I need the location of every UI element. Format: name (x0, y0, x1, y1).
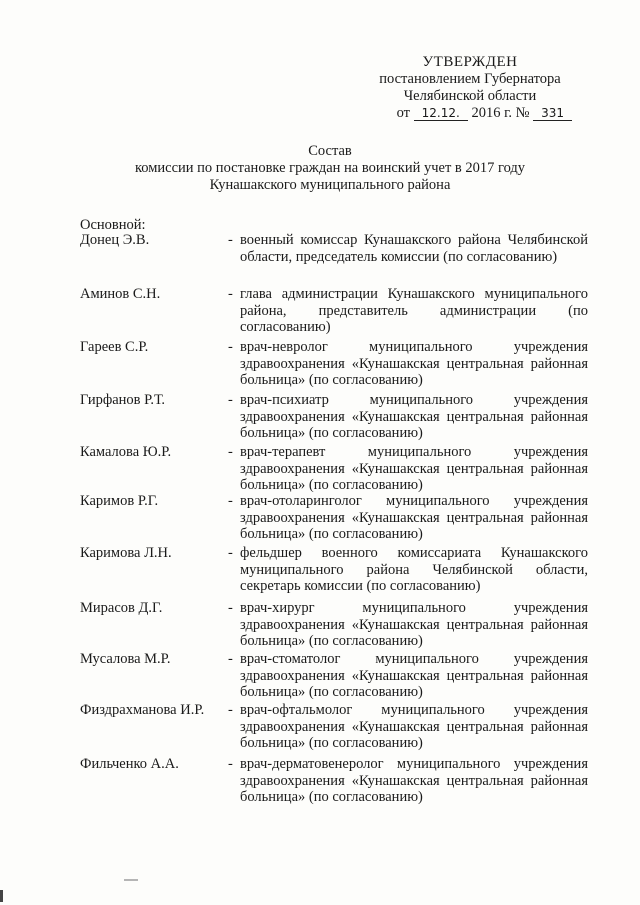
member-name: Физдрахманова И.Р. (80, 702, 205, 718)
member-dash: - (228, 232, 233, 248)
member-dash: - (228, 493, 233, 509)
member-role: врач-невролог муниципального учреждения здравоохранения «Кунашакская центральная районная больница» (по согласованию) (240, 339, 588, 388)
handwritten-number: 331 (533, 106, 572, 121)
scan-artifact (124, 879, 138, 881)
member-name: Аминов С.Н. (80, 286, 161, 302)
member-role: глава администрации Кунашакского муниципального района, представитель администрации (по согласованию) (240, 286, 588, 335)
approval-block (360, 54, 580, 122)
date-prefix: от (396, 105, 411, 121)
member-dash: - (228, 756, 233, 772)
member-role: фельдшер военного комиссариата Кунашакского муниципального района Челябинской области, секретарь комиссии (по согласованию) (240, 545, 588, 594)
title-line-3: Кунашакского муниципального района (209, 177, 451, 193)
member-name: Гареев С.Р. (80, 339, 149, 355)
approval-heading: УТВЕРЖДЕН (422, 54, 518, 70)
member-name: Каримова Л.Н. (80, 545, 172, 561)
member-dash: - (228, 545, 233, 561)
member-name: Камалова Ю.Р. (80, 444, 172, 460)
member-name: Мирасов Д.Г. (80, 600, 163, 616)
member-dash: - (228, 651, 233, 667)
member-dash: - (228, 702, 233, 718)
approval-date-line (360, 105, 580, 122)
member-name: Гирфанов Р.Т. (80, 392, 166, 408)
member-role: врач-офтальмолог муниципального учреждения здравоохранения «Кунашакская центральная районная больница» (по согласованию) (240, 702, 588, 751)
handwritten-date: 12.12. (414, 106, 468, 121)
member-role: врач-хирург муниципального учреждения здравоохранения «Кунашакская центральная районная больница» (по согласованию) (240, 600, 588, 649)
member-name: Фильченко А.А. (80, 756, 179, 772)
member-name: Донец Э.В. (80, 232, 150, 248)
year-text: 2016 г. № (471, 105, 530, 121)
member-role: врач-стоматолог муниципального учреждения здравоохранения «Кунашакская центральная районная больница» (по согласованию) (240, 651, 588, 700)
member-role: врач-терапевт муниципального учреждения здравоохранения «Кунашакская центральная районная больница» (по согласованию) (240, 444, 588, 493)
title-line-1: Состав (308, 143, 352, 159)
member-name: Мусалова М.Р. (80, 651, 171, 667)
member-name: Каримов Р.Г. (80, 493, 159, 509)
title-line-2: комиссии по постановке граждан на воинский учет в 2017 году (134, 160, 526, 176)
member-role: врач-дерматовенеролог муниципального учреждения здравоохранения «Кунашакская центральная районная больница» (по согласованию) (240, 756, 588, 805)
member-dash: - (228, 444, 233, 460)
member-role: врач-психиатр муниципального учреждения здравоохранения «Кунашакская центральная районная больница» (по согласованию) (240, 392, 588, 441)
member-dash: - (228, 339, 233, 355)
member-dash: - (228, 286, 233, 302)
approval-line-decree: постановлением Губернатора (379, 71, 561, 87)
member-dash: - (228, 392, 233, 408)
member-dash: - (228, 600, 233, 616)
approval-line-region: Челябинской области (403, 88, 537, 104)
document-title (80, 143, 580, 194)
member-role: военный комиссар Кунашакского района Челябинской области, председатель комиссии (по согласованию) (240, 232, 588, 265)
section-label-main: Основной: (80, 217, 146, 233)
scan-edge-artifact (0, 890, 3, 902)
member-role: врач-отоларинголог муниципального учреждения здравоохранения «Кунашакская центральная районная больница» (по согласованию) (240, 493, 588, 542)
